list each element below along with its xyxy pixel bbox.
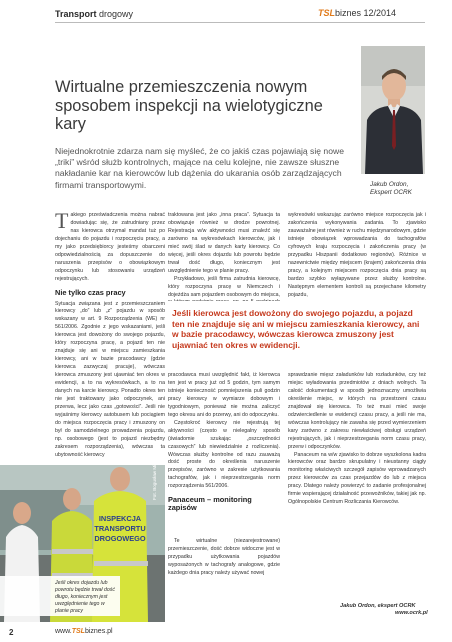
article-lead: Niejednokrotnie zdarza nam się myśleć, że co jakiś czas pojawiają się nowe „triki” wśród służb kontrolnych, mające na celu kolejne, nie zawsze słuszne nakładanie kar na kierowców lub dążenia do ukarania osób zarządzających firmami transportowymi. bbox=[55, 146, 344, 190]
subheading: Panaceum – monitoring zapisów bbox=[168, 495, 252, 513]
body-paragraph: traktowana jest jako „inna praca”. Sytuacja ta obowiązuje również w drodze powrotnej. Rejestracja w/w aktywności musi znaleźć się zarówno na wykresówkach kierowców, jak i mieć swój ślad w danych karty kierowcy. Co więcej, jeśli okres dojazdu lub powrotu będzie trwał dość długo, koniecznym jest uwzględnienie tego w planie pracy. bbox=[168, 212, 280, 274]
body-paragraph: Te wirtualne (niezarejestrowane) przemieszczenie, dość dobrze widoczne jest w przypadku użytkowania pojazdów wyposażonych w tachografy analogowe, gdzie każdego dnia pracy należy używać nowej bbox=[168, 538, 280, 576]
author-photo bbox=[361, 46, 425, 174]
body-paragraph: Panaceum na w/w zjawisko to dobrze wyszkolona kadra kierowców oraz bardzo skrupulatny i nieustanny ciągły monitoring właściwych szczegół zapisów wprowadzanych przez kierowców za czas przejazdów do lub z miejsca pracy. Dlatego należy powierzyć to zadanie profesjonalnej firmie wspierającej działalność przewoźników, takiej jak np. Ogólnopolskie Centrum Rozliczania Kierowców. bbox=[288, 451, 426, 506]
body-paragraph: Częstokroć kierowcy nie rejestrują tej aktywności (często w nielegalny sposób (świadomie szukając „oszczędności czasowych” lub niewiedzialnie z rozliczenia). Wówczas służby kontrolne od razu zauważą dość proste do określenia naruszenie przepisów, zarówno w zakresie użytkowania tachografów, jak i nieprzestrzegania norm rozporządzenia 561/2006. bbox=[168, 419, 280, 490]
photo-caption: Jeśli okres dojazdu lub powrotu będzie trwał dość długo, koniecznym jest uwzględnienie tego w planie pracy bbox=[0, 576, 120, 616]
author-name: Jakub Ordon, bbox=[370, 181, 409, 188]
photo-credit: Fot. Bogusław Mizura bbox=[152, 455, 157, 500]
footer-url bbox=[55, 628, 113, 635]
footer-url-prefix: www. bbox=[55, 628, 72, 635]
article-column-1 bbox=[55, 212, 165, 462]
vest-text-line-3: DROGOWEGO bbox=[94, 534, 146, 543]
article-column-2-top bbox=[168, 212, 280, 301]
header-divider bbox=[55, 22, 425, 23]
subheading: Nie tylko czas pracy bbox=[55, 287, 126, 297]
article-column-3-top bbox=[288, 212, 426, 301]
body-paragraph: Sytuacja związana jest z przemieszczaniem kierowcy „do” lub „z” pojazdu w sposób wskazany w art. 9 Rozporządzenia (WE) nr 561/2006. Zgodnie z jego wskazaniami, jeśli kierowca jest dowożony do swojego pojazdu, który rozpoczyna pracę, a pojazd ten nie znajduje się ani w miejscu zamieszkania kierowcy, ani w bazie pracodawcy (gdzie kierowca zazwyczaj pracuje), wówczas kierowca zmuszony jest ujawniać ten okres w ewidencji, a to na wykresówkach, a to na danych na karcie kierowcy. Ponadto okres ten nie jest traktowany jako odpoczynek, ani przerwa, lecz jako czas „gotowości”. Jeśli nie wyjaśnimy kierowcy autobusem lub pociągiem do miejsca rozpoczęcia pracy i zmuszony on był do samodzielnego prowadzenia pojazdu, np. osobowego (jest to pojazd niezbędny zakresem rozporządzenia), wówczas ta ubytowność kierowcy bbox=[55, 300, 165, 458]
magazine-brand bbox=[318, 8, 396, 18]
footer-url-tsl: TSL bbox=[71, 628, 85, 635]
body-text: akiego przeświadczenia można nabrać dowiadując się, że zatrudniany przez nas kierowca otrzymał mandat tuż po dojechaniu do pojazdu i rozpoczęciu pracy, a my jako przedsiębiorcy jesteśmy obarczeni odpowiedzialnością za dopuszczenie do naruszenia przepisów o obowiązkowym odpoczynku lub stosowaniu urządzeń rejestrujących. bbox=[55, 212, 165, 282]
author-role: Ekspert OCRK bbox=[370, 189, 412, 196]
vest-text-line-2: TRANSPORTU bbox=[94, 524, 146, 533]
brand-issue: biznes 12/2014 bbox=[335, 8, 397, 18]
body-paragraph bbox=[55, 212, 165, 284]
article-signature: Jakub Ordon, ekspert OCRK bbox=[340, 603, 416, 609]
article-column-2-end bbox=[168, 538, 280, 618]
drop-cap: T bbox=[55, 212, 69, 233]
article-website: www.ocrk.pl bbox=[395, 610, 428, 616]
footer-url-suffix: biznes.pl bbox=[84, 628, 113, 635]
page-number: 2 bbox=[9, 628, 14, 637]
brand-logo-tsl: TSL bbox=[318, 8, 335, 18]
author-portrait-illustration bbox=[361, 46, 425, 174]
article-column-2-bottom bbox=[168, 372, 280, 536]
body-paragraph: wykresówki wskazując zarówno miejsce rozpoczęcia jak i zakończenia wykonywania zadania. To zjawisko zauważalne jest również w ruchu międzynarodowym, gdzie istnieje obowiązek wprowadzania do tachografów cyfrowych kraju rozpoczęcia i zakończenia pracy (w przypadku Hiszpanii dodatkowo regionów). Różnice w nazewnictwie między miejscem (krajem) zakończenia dnia pracy, a kolejnym miejscem rozpoczęcia dnia pracy są bardzo szybko wyłapywane przez służby kontrolne. Następnym elementem kontroli są przejechane kilometry pojazdu, bbox=[288, 212, 426, 298]
body-paragraph: sprawdzanie mięsz załadunków lub rozładunków, czy też miejsc wyładowania przedmiotów z dniach wolnych. Ta całość dokumentacji w sposób jednoznaczny umożliwia określenie miejsc, w których na przestrzeni czasu znajdował się kierowca. To też musi mieć swoje odzwierciedlenie w ewidencji czasu pracy, a jeśli nie ma, wówczas kontrolujący nie zawaha się przed wymierzeniem kary zarówno z zakresu niewłaściwej obsługi urządzeń rejestrujących, jak i nieprzestrzegania norm czasu pracy, przerw i odpoczynków. bbox=[288, 372, 426, 450]
vest-text-line-1: INSPEKCJA bbox=[98, 514, 142, 523]
section-label bbox=[55, 9, 133, 19]
body-paragraph: pracodawca musi uwzględnić fakt, iż kierowca ten jest w pracy już od 5 godzin, tym samym istnieje konieczność pomniejszenia puli godzin pracy kierowcy w wymiarze dobowym i tygodniowym, ponieważ nie można zaliczyć tego okresu ani do przerwy, ani do odpoczynku. bbox=[168, 372, 280, 418]
body-paragraph: Przykładowo, jeśli firma zatrudnia kierowcę, który rozpoczyna pracę w Niemczech i dojeżdża sam pojazdem osobowym do miejsca, bbox=[168, 275, 280, 298]
article-column-3-bottom bbox=[288, 372, 426, 620]
article-title: Wirtualne przemieszczenia nowym sposobem inspekcji na wielotygiczne kary bbox=[55, 78, 323, 133]
pull-quote: Jeśli kierowca jest dowożony do swojego pojazdu, a pojazd ten nie znajduje się ani w miejscu zamieszkania kierowcy, ani w bazie pracodawcy, wówczas kierowca zmuszony jest ujawniać ten okres w ewidencji. bbox=[172, 308, 420, 351]
section-label-rest: drogowy bbox=[96, 9, 134, 19]
section-label-bold: Transport bbox=[55, 9, 97, 19]
